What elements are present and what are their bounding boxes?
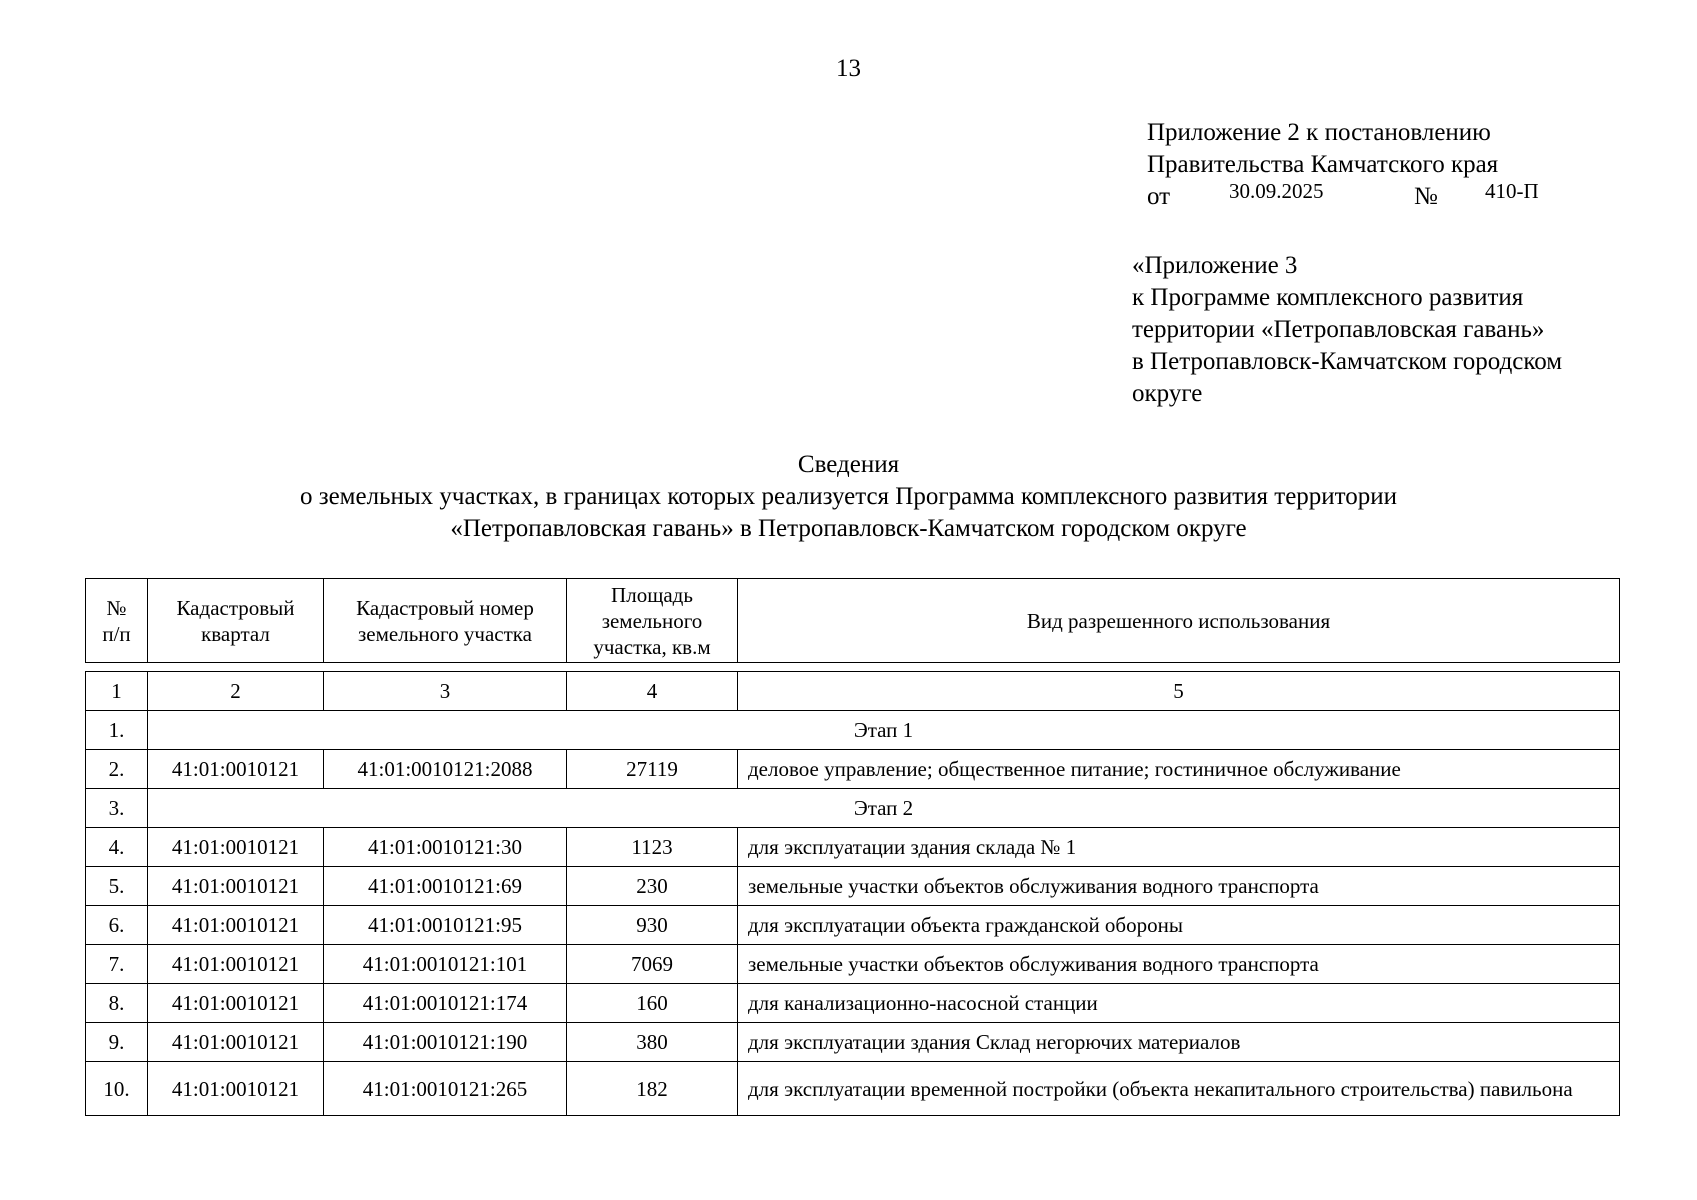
plot-area: 7069	[567, 945, 738, 984]
header-area: Площадь земельного участка, кв.м	[567, 579, 738, 663]
permitted-use: для эксплуатации здания склада № 1	[738, 828, 1620, 867]
appendix-2-date-line	[1147, 179, 1539, 213]
cadastral-quarter: 41:01:0010121	[148, 1062, 324, 1116]
plot-area: 1123	[567, 828, 738, 867]
header-no: № п/п	[86, 579, 148, 663]
table-row	[86, 945, 1620, 984]
cadastral-quarter: 41:01:0010121	[148, 828, 324, 867]
title-line: о земельных участках, в границах которых реализуется Программа комплексного развития территории	[299, 483, 1398, 510]
cadastral-quarter: 41:01:0010121	[148, 750, 324, 789]
column-number: 5	[738, 672, 1620, 711]
permitted-use: для эксплуатации объекта гражданской обороны	[738, 906, 1620, 945]
appendix-3-line: «Приложение 3	[1132, 252, 1298, 279]
table-row	[86, 828, 1620, 867]
stage-row	[86, 789, 1620, 828]
number-label: №	[1414, 183, 1438, 210]
header-row	[86, 579, 1620, 663]
cadastral-quarter: 41:01:0010121	[148, 867, 324, 906]
cadastral-quarter: 41:01:0010121	[148, 984, 324, 1023]
column-number: 1	[86, 672, 148, 711]
permitted-use: для канализационно-насосной станции	[738, 984, 1620, 1023]
stage-label: Этап 2	[148, 789, 1620, 828]
document-title	[0, 449, 1697, 545]
permitted-use: для эксплуатации здания Склад негорючих материалов	[738, 1023, 1620, 1062]
plot-area: 160	[567, 984, 738, 1023]
cadastral-quarter: 41:01:0010121	[148, 906, 324, 945]
resolution-number: 410-П	[1485, 179, 1539, 203]
appendix-3-line: округе	[1132, 380, 1203, 407]
land-plots-table	[85, 671, 1620, 1116]
cadastral-number: 41:01:0010121:101	[324, 945, 567, 984]
header-quarter: Кадастровый квартал	[148, 579, 324, 663]
resolution-date: 30.09.2025	[1229, 179, 1324, 203]
row-number: 9.	[86, 1023, 148, 1062]
table-row	[86, 984, 1620, 1023]
plot-area: 182	[567, 1062, 738, 1116]
row-number: 10.	[86, 1062, 148, 1116]
row-number: 6.	[86, 906, 148, 945]
row-number: 4.	[86, 828, 148, 867]
appendix-3-block	[1132, 250, 1562, 410]
title-line: Сведения	[797, 451, 900, 478]
permitted-use: деловое управление; общественное питание; гостиничное обслуживание	[738, 750, 1620, 789]
table-row	[86, 906, 1620, 945]
stage-label: Этап 1	[148, 711, 1620, 750]
appendix-2-line: Правительства Камчатского края	[1147, 151, 1499, 178]
row-number: 5.	[86, 867, 148, 906]
plot-area: 930	[567, 906, 738, 945]
cadastral-number: 41:01:0010121:95	[324, 906, 567, 945]
cadastral-number: 41:01:0010121:2088	[324, 750, 567, 789]
cadastral-number: 41:01:0010121:30	[324, 828, 567, 867]
table-body	[86, 672, 1620, 1116]
row-number: 3.	[86, 789, 148, 828]
appendix-2-line: Приложение 2 к постановлению	[1147, 119, 1491, 146]
plot-area: 27119	[567, 750, 738, 789]
stage-row	[86, 711, 1620, 750]
column-number: 2	[148, 672, 324, 711]
header-cadastral-number: Кадастровый номер земельного участка	[324, 579, 567, 663]
column-numbers-row	[86, 672, 1620, 711]
table-row	[86, 750, 1620, 789]
column-number: 4	[567, 672, 738, 711]
cadastral-number: 41:01:0010121:265	[324, 1062, 567, 1116]
table-row	[86, 1023, 1620, 1062]
row-number: 7.	[86, 945, 148, 984]
cadastral-quarter: 41:01:0010121	[148, 1023, 324, 1062]
appendix-3-line: к Программе комплексного развития	[1132, 284, 1524, 311]
page-number: 13	[836, 55, 861, 82]
column-number: 3	[324, 672, 567, 711]
table-row	[86, 867, 1620, 906]
row-number: 8.	[86, 984, 148, 1023]
table-header	[85, 578, 1620, 663]
appendix-2-block	[1147, 117, 1539, 213]
plot-area: 380	[567, 1023, 738, 1062]
cadastral-number: 41:01:0010121:174	[324, 984, 567, 1023]
permitted-use: земельные участки объектов обслуживания водного транспорта	[738, 945, 1620, 984]
appendix-3-line: в Петропавловск-Камчатском городском	[1132, 348, 1563, 375]
cadastral-quarter: 41:01:0010121	[148, 945, 324, 984]
cadastral-number: 41:01:0010121:190	[324, 1023, 567, 1062]
table-row	[86, 1062, 1620, 1116]
row-number: 2.	[86, 750, 148, 789]
title-line: «Петропавловская гавань» в Петропавловск-Камчатском городском округе	[450, 515, 1247, 542]
row-number: 1.	[86, 711, 148, 750]
cadastral-number: 41:01:0010121:69	[324, 867, 567, 906]
header-permitted-use: Вид разрешенного использования	[738, 579, 1620, 663]
permitted-use: земельные участки объектов обслуживания водного транспорта	[738, 867, 1620, 906]
permitted-use: для эксплуатации временной постройки (объекта некапитального строительства) павильона	[738, 1062, 1620, 1116]
appendix-3-line: территории «Петропавловская гавань»	[1132, 316, 1545, 343]
from-label: от	[1147, 183, 1171, 210]
plot-area: 230	[567, 867, 738, 906]
